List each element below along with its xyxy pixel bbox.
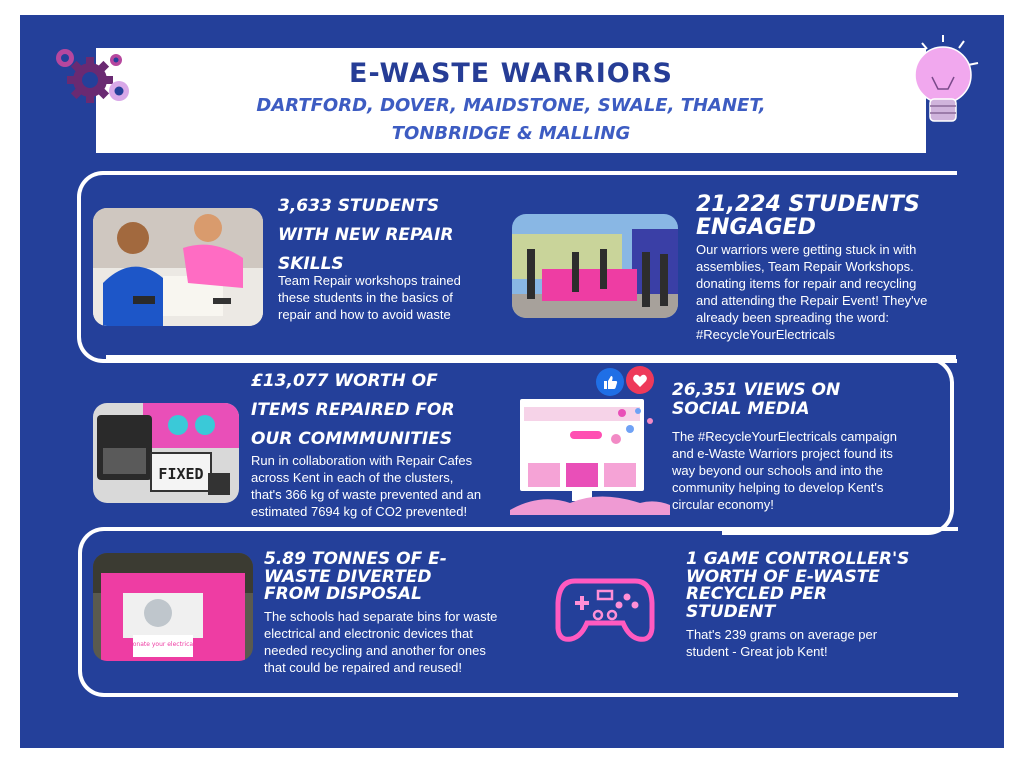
stat-2-body-l1: Our warriors were getting stuck in with (696, 242, 917, 257)
stat-3-headline-l2: ITEMS REPAIRED FOR (251, 400, 455, 420)
photo-kids-repairing (93, 208, 263, 326)
photo-pink-bin (93, 553, 253, 661)
title-card (96, 48, 926, 153)
stat-2-body-l4: and attending the Repair Event! They've (696, 293, 928, 308)
stat-5-body-l1: The schools had separate bins for waste (264, 609, 498, 624)
bin-label-text: Donate your electricals (128, 641, 198, 648)
gears-icon (50, 43, 135, 111)
stat-4-headline-l1: 26,351 VIEWS ON (672, 380, 841, 400)
photo-repaired-items (93, 403, 239, 503)
stat-2-headline-l2: ENGAGED (696, 215, 816, 240)
subtitle-line-1: DARTFORD, DOVER, MAIDSTONE, SWALE, THANET, (256, 95, 766, 116)
photo-group-event (512, 214, 678, 318)
stat-3-body-l4: estimated 7694 kg of CO2 prevented! (251, 504, 468, 519)
stat-6-headline-l1: 1 GAME CONTROLLER'S (686, 549, 910, 569)
stat-4-body-l5: circular economy! (672, 497, 774, 512)
stat-4-body-l4: community helping to develop Kent's (672, 480, 884, 495)
stat-2-headline-l1: 21,224 STUDENTS (696, 192, 920, 217)
stat-6-headline-l4: STUDENT (686, 601, 776, 622)
stat-5-body-l4: that could be repaired and reused! (264, 660, 463, 675)
stat-5-body-l2: electrical and electronic devices that (264, 626, 473, 641)
band-divider (106, 355, 956, 359)
stat-2-body-l2: assemblies, Team Repair Workshops. (696, 259, 914, 274)
stat-6-headline-l3: RECYCLED PER (686, 584, 827, 604)
thumbs-up-icon (596, 368, 624, 396)
stat-5-headline-l1: 5.89 TONNES OF E- (264, 549, 447, 569)
stat-1-body-l1: Team Repair workshops trained (278, 273, 461, 288)
stat-5-body-l3: needed recycling and another for ones (264, 643, 486, 658)
stat-1-headline-l2: WITH NEW REPAIR (278, 225, 454, 245)
stat-5-headline-l3: FROM DISPOSAL (264, 584, 422, 604)
stat-3-body-l1: Run in collaboration with Repair Cafes (251, 453, 473, 468)
stat-5-headline-l2: WASTE DIVERTED (264, 566, 432, 587)
stat-6-body-l2: student - Great job Kent! (686, 644, 828, 659)
heart-icon (626, 366, 654, 394)
stat-4-body-l1: The #RecycleYourElectricals campaign (672, 429, 897, 444)
stat-6-headline-l2: WORTH OF E-WASTE (686, 566, 880, 587)
page-title: E-WASTE WARRIORS (349, 58, 673, 89)
stat-3-body-l2: across Kent in each of the clusters, (251, 470, 454, 485)
stat-3-headline-l3: OUR COMMMUNITIES (251, 429, 453, 449)
stat-2-body-l6: #RecycleYourElectricals (696, 327, 835, 342)
stat-1-body-l3: repair and how to avoid waste (278, 307, 451, 322)
game-controller-icon (555, 573, 655, 645)
stat-4-headline-l2: SOCIAL MEDIA (672, 399, 810, 419)
fixed-sign-text: FIXED (158, 465, 204, 483)
stat-2-body-l3: donating items for repair and recycling (696, 276, 917, 291)
stat-1-body-l2: these students in the basics of (278, 290, 453, 305)
stat-1-headline-l3: SKILLS (278, 254, 344, 274)
lightbulb-icon (902, 33, 984, 133)
stat-2-body-l5: already been spreading the word: (696, 310, 889, 325)
subtitle-line-2: TONBRIDGE & MALLING (391, 123, 631, 144)
poster (20, 15, 1004, 748)
stat-4-body-l2: and e-Waste Warriors project found its (672, 446, 893, 461)
stat-3-headline-l1: £13,077 WORTH OF (251, 371, 438, 391)
stat-3-body-l3: that's 366 kg of waste prevented and an (251, 487, 482, 502)
stat-6-body-l1: That's 239 grams on average per (686, 627, 878, 642)
stat-4-body-l3: way beyond our schools and into the (672, 463, 884, 478)
stat-1-headline-l1: 3,633 STUDENTS (278, 196, 440, 216)
